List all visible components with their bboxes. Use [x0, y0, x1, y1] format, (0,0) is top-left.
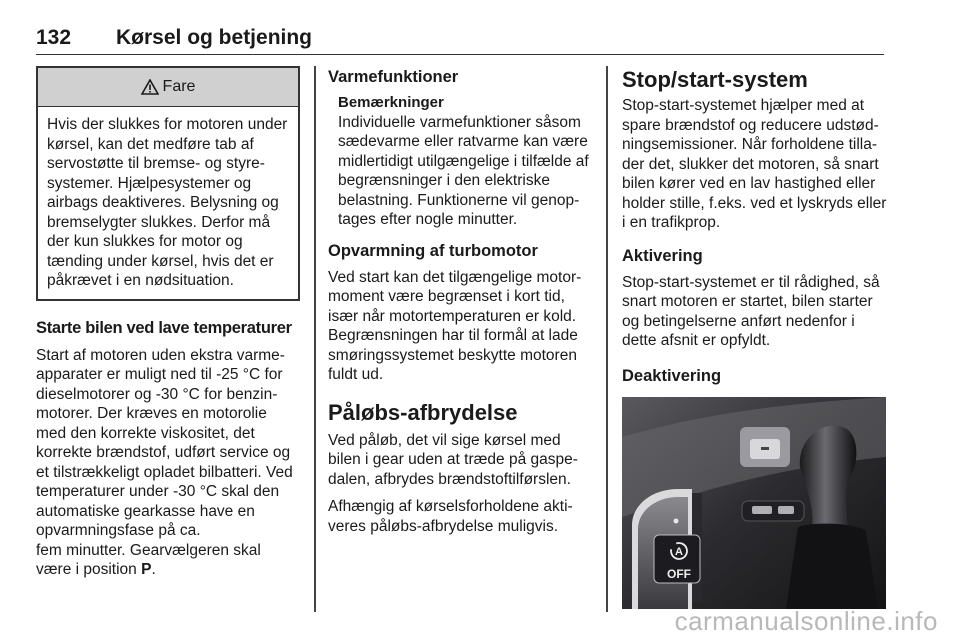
page-header — [36, 26, 884, 55]
fuel-cutoff-text-2: Afhængig af kørselsforholdene akti-veres påløbs-afbrydelse muligvis. — [328, 498, 573, 535]
indicator-led-icon — [674, 518, 679, 523]
fuel-cutoff-heading: Påløbs-afbrydelse — [328, 399, 518, 425]
column-divider — [606, 66, 608, 612]
fuel-cutoff-text-1: Ved påløb, det vil sige kørsel med bilen i gear uden at træde på gaspe-dalen, afbrydes brændstoftilførslen. — [328, 431, 578, 488]
svg-text:A: A — [675, 545, 683, 558]
stop-start-heading: Stop/start-system — [622, 67, 808, 92]
column-left — [36, 66, 300, 580]
activation-text: Stop-start-systemet er til rådighed, så snart motoren er startet, bilen starter og betingelserne anført nedenfor i dette afsnit er opfyldt. — [622, 273, 880, 349]
cold-start-text: Start af motoren uden ekstra varme-apparater er muligt ned til -25 °C for dieselmotorer og -30 °C for benzin-motorer. Der kræves en motorolie med den korrekte viskositet, det korrekte brændstof, udført service og et tilstrækkeligt opladet bilbatteri. Ved temperaturer under -30 °C skal den automatiske gearkasse have en opvarmningsfase på ca. — [36, 346, 293, 539]
note-block — [328, 93, 592, 230]
activation-heading: Aktivering — [622, 246, 703, 265]
turbo-heading: Opvarmning af turbomotor — [328, 241, 538, 260]
cold-start-heading: Starte bilen ved lave temperaturer — [36, 318, 292, 337]
stop-start-intro: Stop-start-systemet hjælper med at spare brændstof og reducere udstød-ningsemissioner. Når forholdene tilla-der det, slukker det motoren, så snart bilen kører ved en lav hastighed eller holder stille, f.eks. ved et lyskryds eller i en trafikprop. — [622, 97, 887, 231]
warning-header — [38, 68, 298, 107]
warning-text: Hvis der slukkes for motoren under kørsel, kan det medføre tab af servostøtte til bremse- og styre-systemer. Hjælpesystemer og airbags deaktiveres. Belysning og bremselygter slukkes. Derfor må der kun slukkes for motor og tænding under kørsel, hvis det er påkrævet i en nødsituation. — [47, 116, 288, 289]
turbo-text: Ved start kan det tilgængelige motor-moment være begrænset i kort tid, især når motortemperaturen er kold. Begrænsningen har til formål at lade smøringssystemet beskytte motoren fuldt ud. — [328, 268, 582, 383]
column-middle — [328, 66, 592, 536]
page-number: 132 — [36, 26, 72, 49]
off-button-label: OFF — [667, 566, 691, 581]
warning-label: Fare — [162, 78, 196, 96]
stop-start-button-photo — [622, 397, 886, 609]
warning-box — [36, 66, 300, 301]
column-right — [622, 66, 890, 609]
note-title: Bemærkninger — [338, 94, 444, 111]
heating-heading: Varmefunktioner — [328, 68, 459, 86]
cold-start-text-2: fem minutter. Gearvælgeren skal være i position P. — [36, 541, 261, 578]
warning-triangle-icon — [141, 79, 159, 95]
watermark: carmanualsonline.info — [674, 606, 938, 636]
note-text: Individuelle varmefunktioner såsom sædevarme eller ratvarme kan være midlertidigt utilgængelige i tilfælde af begrænsninger i den elektriske belastning. Funktionerne vil genop-tages efter nogle minutter. — [338, 113, 589, 228]
page-title: Kørsel og betjening — [116, 26, 313, 49]
column-divider — [314, 66, 316, 612]
deactivation-heading: Deaktivering — [622, 366, 722, 385]
